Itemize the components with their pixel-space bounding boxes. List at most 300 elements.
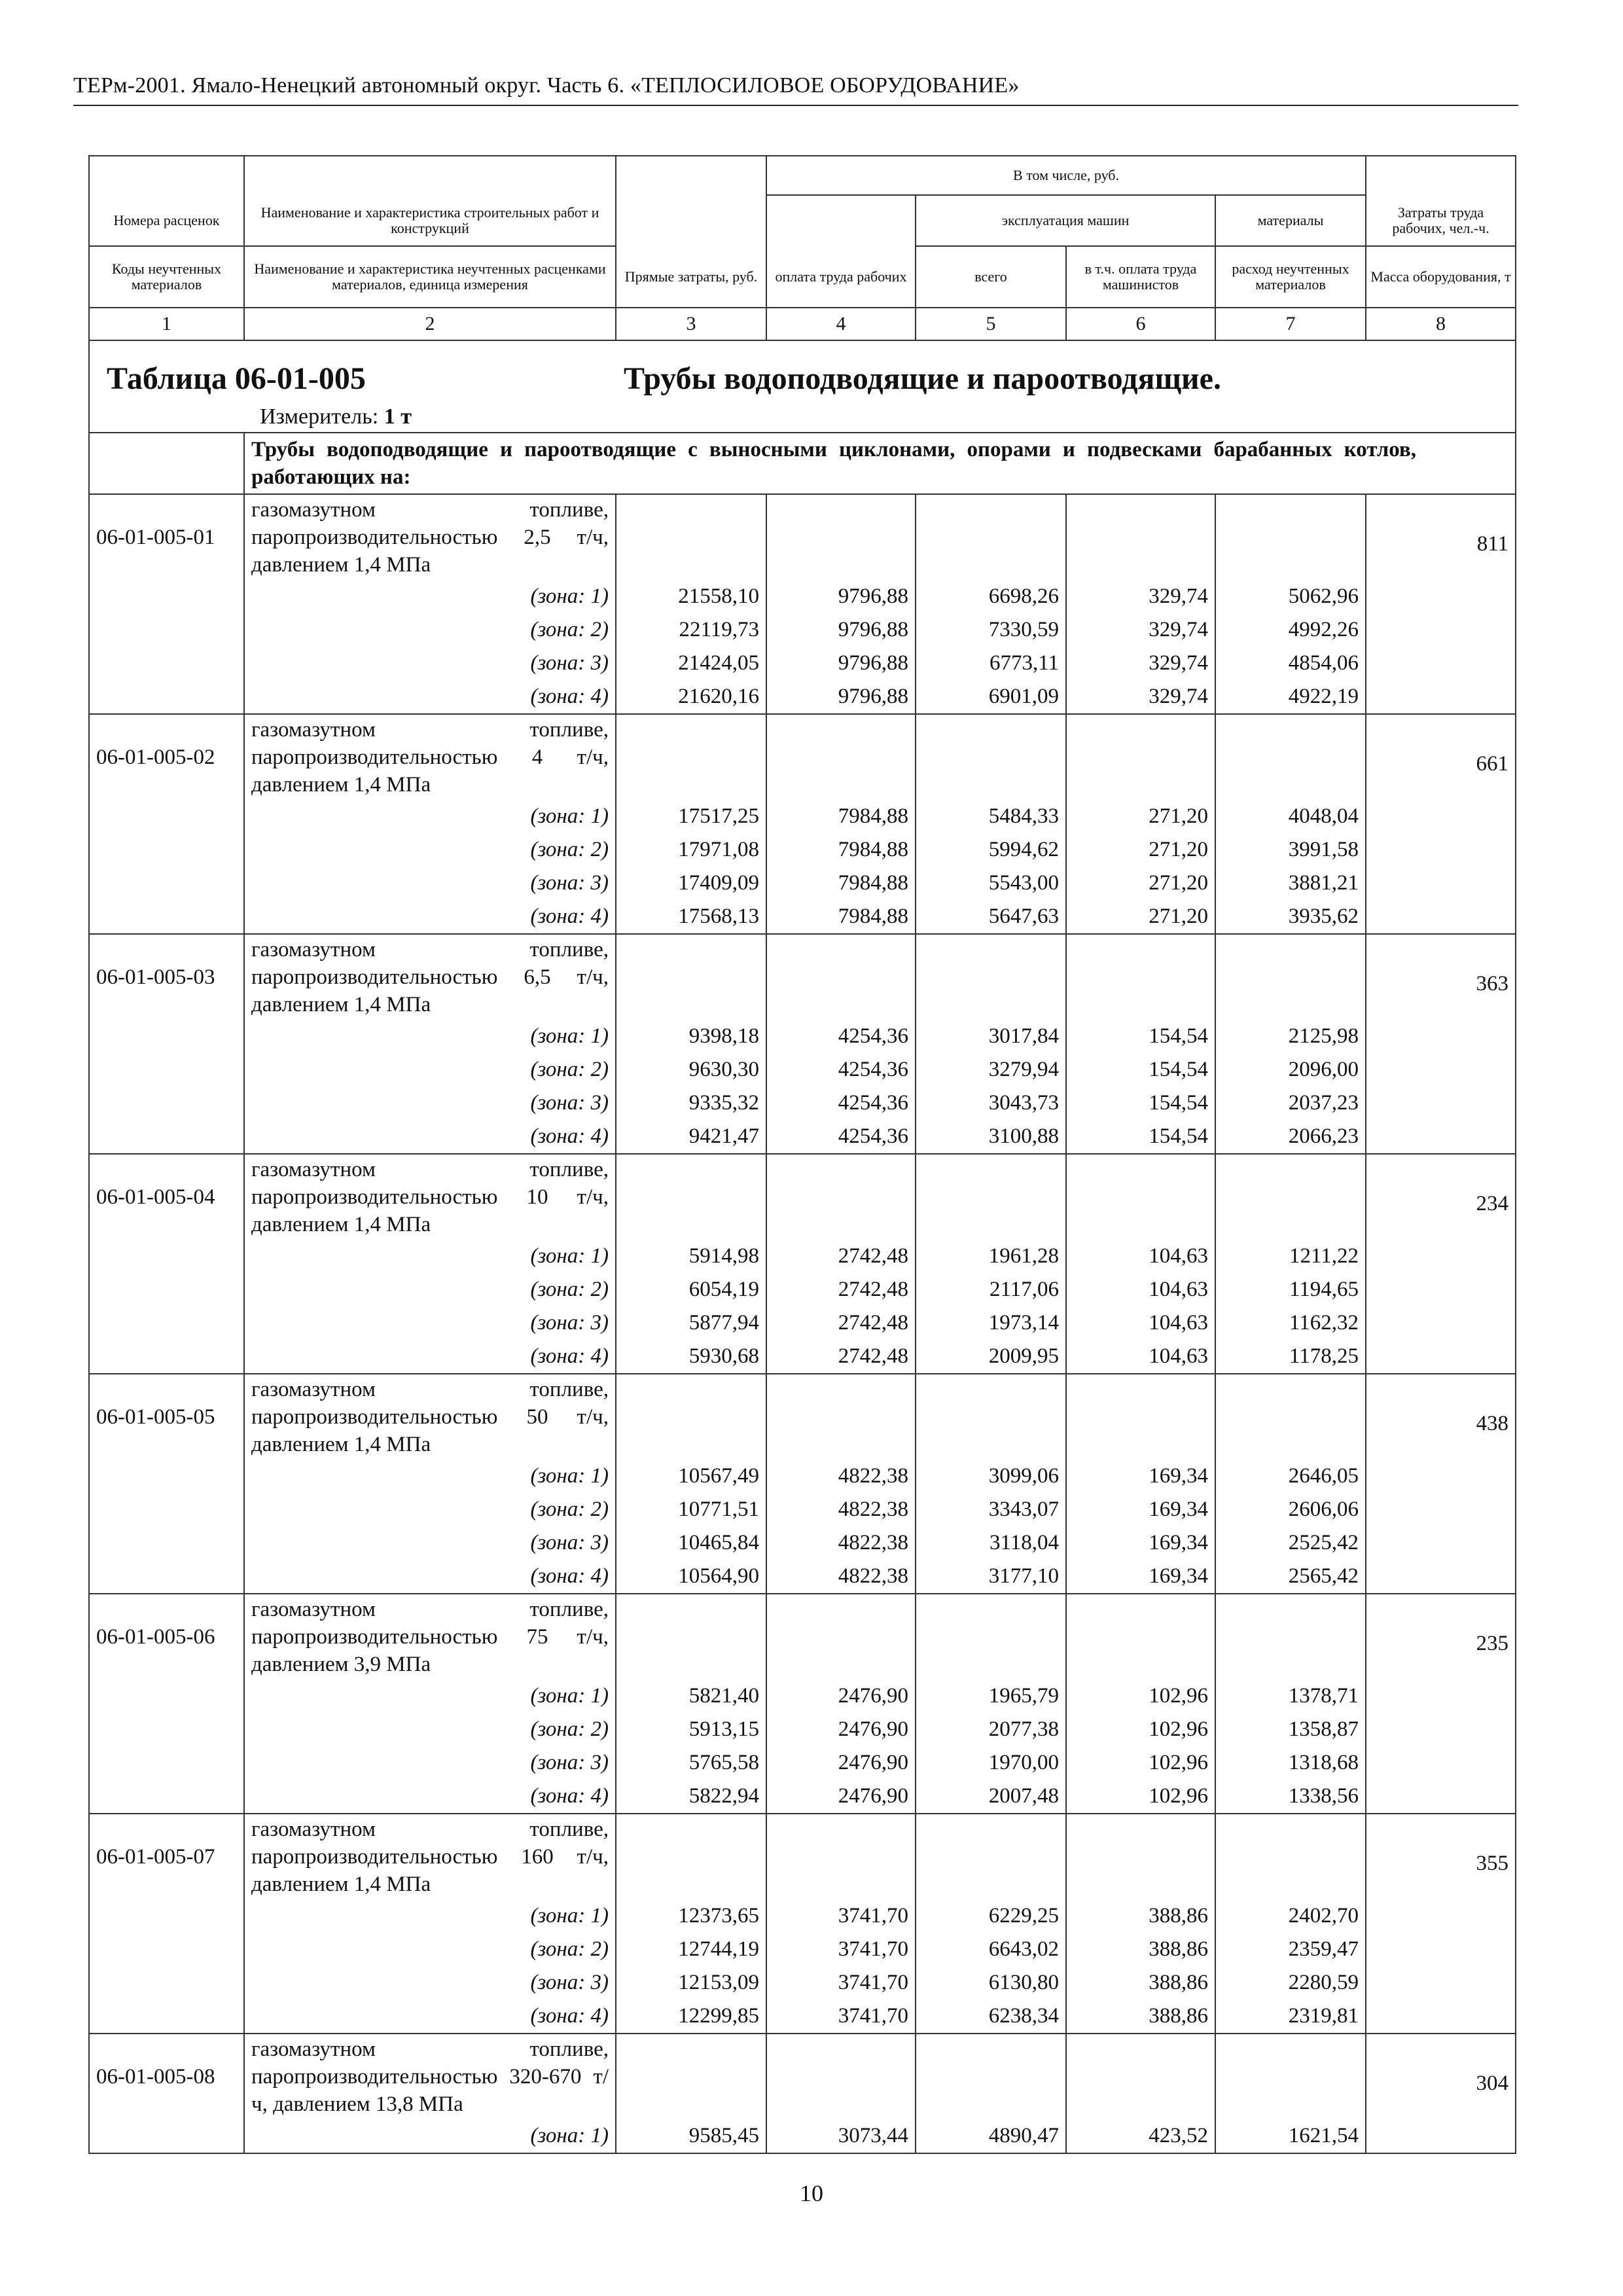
column-number: 3 [616, 308, 766, 340]
rate-code: 06-01-005-03 [89, 934, 244, 1020]
machines-total: 6229,25 [916, 1899, 1066, 1933]
empty-cell [1215, 1814, 1366, 1899]
empty-cell [916, 494, 1066, 580]
drivers-pay: 154,54 [1066, 1086, 1215, 1120]
header-direct-costs: Прямые затраты, руб. [616, 246, 766, 308]
rate-code-spacer [89, 1560, 244, 1594]
rate-code-spacer [89, 1679, 244, 1713]
drivers-pay: 102,96 [1066, 1780, 1215, 1814]
machines-total: 3017,84 [916, 1020, 1066, 1053]
materials-cost: 1358,87 [1215, 1713, 1366, 1746]
rate-code-spacer [89, 867, 244, 900]
header-labor-pay: оплата труда рабочих [766, 246, 916, 308]
rate-description: газомазутном топливе, паропроизводительностью 320-670 т/ч, давлением 13,8 МПа [244, 2034, 616, 2119]
drivers-pay: 388,86 [1066, 2000, 1215, 2034]
empty-cell [766, 1594, 916, 1679]
empty-cell [916, 2034, 1066, 2119]
rate-code: 06-01-005-02 [89, 714, 244, 800]
rate-row [89, 934, 1516, 1020]
direct-costs: 5822,94 [616, 1780, 766, 1814]
machines-total: 4890,47 [916, 2119, 1066, 2153]
labor-pay: 4254,36 [766, 1120, 916, 1154]
empty-cell [916, 714, 1066, 800]
zone-label: (зона: 2) [244, 1053, 616, 1086]
empty-cell [916, 1374, 1066, 1460]
materials-cost: 2402,70 [1215, 1899, 1366, 1933]
labor-pay: 2742,48 [766, 1306, 916, 1340]
labor-pay: 3741,70 [766, 1899, 916, 1933]
materials-cost: 2359,47 [1215, 1933, 1366, 1966]
materials-cost: 1162,32 [1215, 1306, 1366, 1340]
materials-cost: 2606,06 [1215, 1493, 1366, 1526]
rate-description: газомазутном топливе, паропроизводительностью 75 т/ч, давлением 3,9 МПа [244, 1594, 616, 1679]
labor-pay: 2476,90 [766, 1746, 916, 1780]
machines-total: 3343,07 [916, 1493, 1066, 1526]
drivers-pay: 102,96 [1066, 1746, 1215, 1780]
direct-costs: 10564,90 [616, 1560, 766, 1594]
machines-total: 2007,48 [916, 1780, 1066, 1814]
empty-cell [616, 1814, 766, 1899]
zone-label: (зона: 1) [244, 1020, 616, 1053]
rate-description: газомазутном топливе, паропроизводительностью 6,5 т/ч, давлением 1,4 МПа [244, 934, 616, 1020]
table-number: Таблица 06-01-005 [107, 361, 366, 396]
machines-total: 5647,63 [916, 900, 1066, 934]
empty-cell [916, 934, 1066, 1020]
zone-label: (зона: 3) [244, 647, 616, 680]
drivers-pay: 169,34 [1066, 1560, 1215, 1594]
rate-code-spacer [89, 1086, 244, 1120]
direct-costs: 5913,15 [616, 1713, 766, 1746]
machines-total: 6130,80 [916, 1966, 1066, 2000]
header-equipment-mass: Масса оборудования, т [1366, 246, 1516, 308]
materials-cost: 3935,62 [1215, 900, 1366, 934]
equipment-mass: 363 [1366, 934, 1516, 1154]
rate-code-spacer [89, 2119, 244, 2153]
header-work-name: Наименование и характеристика строительных работ и конструкций [244, 195, 616, 246]
materials-cost: 3991,58 [1215, 833, 1366, 867]
zone-row [89, 900, 1516, 934]
empty-cell [1066, 494, 1215, 580]
labor-pay: 4254,36 [766, 1020, 916, 1053]
labor-pay: 9796,88 [766, 647, 916, 680]
rate-code-spacer [89, 1493, 244, 1526]
zone-row [89, 1273, 1516, 1306]
direct-costs: 9398,18 [616, 1020, 766, 1053]
table-meter [260, 404, 1498, 429]
column-number: 1 [89, 308, 244, 340]
rate-row [89, 714, 1516, 800]
zone-row [89, 1933, 1516, 1966]
drivers-pay: 329,74 [1066, 680, 1215, 714]
materials-cost: 2280,59 [1215, 1966, 1366, 2000]
labor-pay: 2742,48 [766, 1273, 916, 1306]
column-number: 7 [1215, 308, 1366, 340]
empty-cell [1066, 1374, 1215, 1460]
zone-label: (зона: 2) [244, 1273, 616, 1306]
meter-label: Измеритель: [260, 404, 379, 429]
materials-cost: 1621,54 [1215, 2119, 1366, 2153]
rate-code-spacer [89, 1240, 244, 1273]
direct-costs: 17568,13 [616, 900, 766, 934]
drivers-pay: 104,63 [1066, 1340, 1215, 1374]
zone-row [89, 1340, 1516, 1374]
zone-label: (зона: 4) [244, 680, 616, 714]
direct-costs: 17517,25 [616, 800, 766, 833]
header-machines: эксплуатация машин [916, 195, 1215, 246]
drivers-pay: 154,54 [1066, 1120, 1215, 1154]
header-material-codes: Коды неучтенных материалов [89, 246, 244, 308]
zone-label: (зона: 2) [244, 833, 616, 867]
labor-pay: 4822,38 [766, 1460, 916, 1493]
header-spacer [244, 156, 616, 195]
rate-code-spacer [89, 1966, 244, 2000]
materials-cost: 4048,04 [1215, 800, 1366, 833]
drivers-pay: 154,54 [1066, 1053, 1215, 1086]
zone-row [89, 1780, 1516, 1814]
empty-cell [766, 1814, 916, 1899]
column-number: 4 [766, 308, 916, 340]
zone-label: (зона: 2) [244, 613, 616, 647]
zone-row [89, 680, 1516, 714]
direct-costs: 17409,09 [616, 867, 766, 900]
drivers-pay: 104,63 [1066, 1240, 1215, 1273]
rate-description: газомазутном топливе, паропроизводительностью 50 т/ч, давлением 1,4 МПа [244, 1374, 616, 1460]
zone-row [89, 2000, 1516, 2034]
empty-cell [1215, 1374, 1366, 1460]
zone-row [89, 2119, 1516, 2153]
empty-cell [1066, 934, 1215, 1020]
zone-label: (зона: 1) [244, 800, 616, 833]
rate-code-spacer [89, 1120, 244, 1154]
machines-total: 3099,06 [916, 1460, 1066, 1493]
empty-cell [616, 494, 766, 580]
drivers-pay: 329,74 [1066, 580, 1215, 613]
rate-code-spacer [89, 1713, 244, 1746]
rate-row [89, 1374, 1516, 1460]
materials-cost: 4922,19 [1215, 680, 1366, 714]
rate-code: 06-01-005-08 [89, 2034, 244, 2119]
empty-cell [916, 1814, 1066, 1899]
zone-row [89, 647, 1516, 680]
materials-cost: 2319,81 [1215, 2000, 1366, 2034]
drivers-pay: 388,86 [1066, 1899, 1215, 1933]
machines-total: 2009,95 [916, 1340, 1066, 1374]
zone-row [89, 1053, 1516, 1086]
materials-cost: 1194,65 [1215, 1273, 1366, 1306]
empty-cell [1066, 714, 1215, 800]
drivers-pay: 169,34 [1066, 1526, 1215, 1560]
header-material-consumption: расход неучтенных материалов [1215, 246, 1366, 308]
group-heading-text: Трубы водоподводящие и пароотводящие с выносными циклонами, опорами и подвесками барабанных котлов, работающих на: [251, 438, 1416, 489]
rate-code-spacer [89, 1306, 244, 1340]
rate-code-spacer [89, 613, 244, 647]
direct-costs: 5930,68 [616, 1340, 766, 1374]
direct-costs: 10567,49 [616, 1460, 766, 1493]
direct-costs: 5914,98 [616, 1240, 766, 1273]
zone-row [89, 1679, 1516, 1713]
header-including: В том числе, руб. [766, 156, 1366, 195]
equipment-mass: 235 [1366, 1594, 1516, 1814]
zone-label: (зона: 4) [244, 2000, 616, 2034]
labor-pay: 3741,70 [766, 2000, 916, 2034]
labor-pay: 4822,38 [766, 1560, 916, 1594]
labor-pay: 3073,44 [766, 2119, 916, 2153]
direct-costs: 5765,58 [616, 1746, 766, 1780]
zone-label: (зона: 1) [244, 1679, 616, 1713]
machines-total: 7330,59 [916, 613, 1066, 647]
zone-row [89, 580, 1516, 613]
zone-row [89, 867, 1516, 900]
labor-pay: 7984,88 [766, 867, 916, 900]
empty-cell [1215, 1154, 1366, 1240]
rate-description: газомазутном топливе, паропроизводительностью 4 т/ч, давлением 1,4 МПа [244, 714, 616, 800]
empty-cell [916, 1154, 1066, 1240]
header-spacer [616, 156, 766, 195]
empty-cell [916, 1594, 1066, 1679]
labor-pay: 9796,88 [766, 580, 916, 613]
empty-cell [766, 494, 916, 580]
zone-label: (зона: 3) [244, 1086, 616, 1120]
rate-code-spacer [89, 1053, 244, 1086]
drivers-pay: 102,96 [1066, 1713, 1215, 1746]
drivers-pay: 271,20 [1066, 833, 1215, 867]
rate-code-spacer [89, 1020, 244, 1053]
zone-label: (зона: 4) [244, 1340, 616, 1374]
zone-label: (зона: 2) [244, 1493, 616, 1526]
zone-label: (зона: 3) [244, 1306, 616, 1340]
labor-pay: 2742,48 [766, 1240, 916, 1273]
materials-cost: 2525,42 [1215, 1526, 1366, 1560]
machines-total: 3100,88 [916, 1120, 1066, 1154]
drivers-pay: 104,63 [1066, 1306, 1215, 1340]
header-rate-numbers: Номера расценок [89, 195, 244, 246]
rate-code: 06-01-005-05 [89, 1374, 244, 1460]
zone-label: (зона: 3) [244, 1966, 616, 2000]
zone-label: (зона: 4) [244, 1120, 616, 1154]
materials-cost: 2066,23 [1215, 1120, 1366, 1154]
machines-total: 5484,33 [916, 800, 1066, 833]
column-number: 2 [244, 308, 616, 340]
drivers-pay: 104,63 [1066, 1273, 1215, 1306]
empty-cell [616, 2034, 766, 2119]
direct-costs: 21620,16 [616, 680, 766, 714]
materials-cost: 1338,56 [1215, 1780, 1366, 1814]
meter-value: 1 т [383, 404, 412, 429]
machines-total: 2117,06 [916, 1273, 1066, 1306]
page-number: 10 [800, 2180, 823, 2206]
labor-pay: 4822,38 [766, 1493, 916, 1526]
machines-total: 6643,02 [916, 1933, 1066, 1966]
direct-costs: 9335,32 [616, 1086, 766, 1120]
drivers-pay: 271,20 [1066, 800, 1215, 833]
zone-row [89, 1746, 1516, 1780]
machines-total: 6773,11 [916, 647, 1066, 680]
direct-costs: 10465,84 [616, 1526, 766, 1560]
zone-label: (зона: 3) [244, 867, 616, 900]
rate-code-spacer [89, 1780, 244, 1814]
machines-total: 6901,09 [916, 680, 1066, 714]
zone-label: (зона: 1) [244, 1899, 616, 1933]
drivers-pay: 271,20 [1066, 867, 1215, 900]
rate-description: газомазутном топливе, паропроизводительностью 10 т/ч, давлением 1,4 МПа [244, 1154, 616, 1240]
labor-pay: 2476,90 [766, 1713, 916, 1746]
zone-label: (зона: 4) [244, 1560, 616, 1594]
direct-costs: 12299,85 [616, 2000, 766, 2034]
empty-cell [766, 1154, 916, 1240]
empty-cell [616, 1594, 766, 1679]
direct-costs: 9421,47 [616, 1120, 766, 1154]
machines-total: 3279,94 [916, 1053, 1066, 1086]
empty-cell [1066, 1154, 1215, 1240]
materials-cost: 5062,96 [1215, 580, 1366, 613]
zone-row [89, 1966, 1516, 2000]
materials-cost: 2037,23 [1215, 1086, 1366, 1120]
labor-pay: 3741,70 [766, 1933, 916, 1966]
materials-cost: 3881,21 [1215, 867, 1366, 900]
group-heading [244, 433, 1516, 494]
rate-row [89, 2034, 1516, 2119]
zone-row [89, 1120, 1516, 1154]
labor-pay: 4254,36 [766, 1086, 916, 1120]
labor-pay: 2476,90 [766, 1679, 916, 1713]
direct-costs: 12373,65 [616, 1899, 766, 1933]
direct-costs: 12153,09 [616, 1966, 766, 2000]
direct-costs: 9585,45 [616, 2119, 766, 2153]
empty-cell [1215, 934, 1366, 1020]
rate-code-spacer [89, 1340, 244, 1374]
materials-cost: 4992,26 [1215, 613, 1366, 647]
drivers-pay: 154,54 [1066, 1020, 1215, 1053]
zone-row [89, 1460, 1516, 1493]
rate-code-spacer [89, 680, 244, 714]
materials-cost: 1178,25 [1215, 1340, 1366, 1374]
machines-total: 2077,38 [916, 1713, 1066, 1746]
rate-code-spacer [89, 1526, 244, 1560]
materials-cost: 2565,42 [1215, 1560, 1366, 1594]
labor-pay: 7984,88 [766, 900, 916, 934]
drivers-pay: 271,20 [1066, 900, 1215, 934]
zone-row [89, 1240, 1516, 1273]
drivers-pay: 329,74 [1066, 613, 1215, 647]
equipment-mass: 234 [1366, 1154, 1516, 1374]
materials-cost: 1318,68 [1215, 1746, 1366, 1780]
empty-cell [1215, 2034, 1366, 2119]
materials-cost: 4854,06 [1215, 647, 1366, 680]
labor-pay: 9796,88 [766, 613, 916, 647]
direct-costs: 22119,73 [616, 613, 766, 647]
rate-code-spacer [89, 580, 244, 613]
empty-cell [766, 934, 916, 1020]
empty-cell [616, 934, 766, 1020]
drivers-pay: 102,96 [1066, 1679, 1215, 1713]
labor-pay: 7984,88 [766, 800, 916, 833]
header-spacer [766, 195, 916, 246]
rate-row [89, 1814, 1516, 1899]
materials-cost: 2646,05 [1215, 1460, 1366, 1493]
column-number: 8 [1366, 308, 1516, 340]
rate-row [89, 1154, 1516, 1240]
empty-cell [616, 1154, 766, 1240]
direct-costs: 17971,08 [616, 833, 766, 867]
labor-pay: 9796,88 [766, 680, 916, 714]
zone-label: (зона: 2) [244, 1713, 616, 1746]
header-labor-hours: Затраты труда рабочих, чел.-ч. [1366, 195, 1516, 246]
machines-total: 6698,26 [916, 580, 1066, 613]
rate-code-spacer [89, 647, 244, 680]
zone-row [89, 1086, 1516, 1120]
table-name: Трубы водоподводящие и пароотводящие. [624, 361, 1221, 396]
empty-cell [1066, 1814, 1215, 1899]
rate-code-spacer [89, 2000, 244, 2034]
zone-label: (зона: 1) [244, 580, 616, 613]
zone-row [89, 1020, 1516, 1053]
drivers-pay: 169,34 [1066, 1493, 1215, 1526]
running-header: ТЕРм-2001. Ямало-Ненецкий автономный округ. Часть 6. «ТЕПЛОСИЛОВОЕ ОБОРУДОВАНИЕ» [73, 73, 1020, 98]
zone-row [89, 833, 1516, 867]
machines-total: 5994,62 [916, 833, 1066, 867]
empty-cell [616, 714, 766, 800]
labor-pay: 2742,48 [766, 1340, 916, 1374]
machines-total: 6238,34 [916, 2000, 1066, 2034]
group-heading-spacer [89, 433, 244, 494]
rate-code-spacer [89, 1899, 244, 1933]
zone-row [89, 613, 1516, 647]
column-number: 5 [916, 308, 1066, 340]
equipment-mass: 438 [1366, 1374, 1516, 1594]
zone-row [89, 1899, 1516, 1933]
empty-cell [1215, 494, 1366, 580]
rate-code-spacer [89, 1746, 244, 1780]
empty-cell [1215, 1594, 1366, 1679]
header-spacer [89, 156, 244, 195]
drivers-pay: 388,86 [1066, 1966, 1215, 2000]
materials-cost: 1211,22 [1215, 1240, 1366, 1273]
header-spacer [1366, 156, 1516, 195]
equipment-mass: 661 [1366, 714, 1516, 934]
direct-costs: 21424,05 [616, 647, 766, 680]
zone-label: (зона: 3) [244, 1526, 616, 1560]
direct-costs: 5821,40 [616, 1679, 766, 1713]
materials-cost: 1378,71 [1215, 1679, 1366, 1713]
machines-total: 3118,04 [916, 1526, 1066, 1560]
zone-row [89, 800, 1516, 833]
machines-total: 1961,28 [916, 1240, 1066, 1273]
header-machines-total: всего [916, 246, 1066, 308]
rate-code: 06-01-005-04 [89, 1154, 244, 1240]
rate-code: 06-01-005-06 [89, 1594, 244, 1679]
rate-code-spacer [89, 1933, 244, 1966]
empty-cell [1066, 2034, 1215, 2119]
machines-total: 1973,14 [916, 1306, 1066, 1340]
zone-row [89, 1526, 1516, 1560]
header-materials: материалы [1215, 195, 1366, 246]
zone-label: (зона: 3) [244, 1746, 616, 1780]
zone-label: (зона: 1) [244, 1240, 616, 1273]
labor-pay: 7984,88 [766, 833, 916, 867]
drivers-pay: 169,34 [1066, 1460, 1215, 1493]
rate-code-spacer [89, 1273, 244, 1306]
rate-code-spacer [89, 833, 244, 867]
direct-costs: 5877,94 [616, 1306, 766, 1340]
labor-pay: 4254,36 [766, 1053, 916, 1086]
rate-code-spacer [89, 1460, 244, 1493]
drivers-pay: 329,74 [1066, 647, 1215, 680]
equipment-mass: 811 [1366, 494, 1516, 714]
zone-row [89, 1306, 1516, 1340]
header-spacer [616, 195, 766, 246]
header-drivers-pay: в т.ч. оплата труда машинистов [1066, 246, 1215, 308]
rate-code: 06-01-005-01 [89, 494, 244, 580]
